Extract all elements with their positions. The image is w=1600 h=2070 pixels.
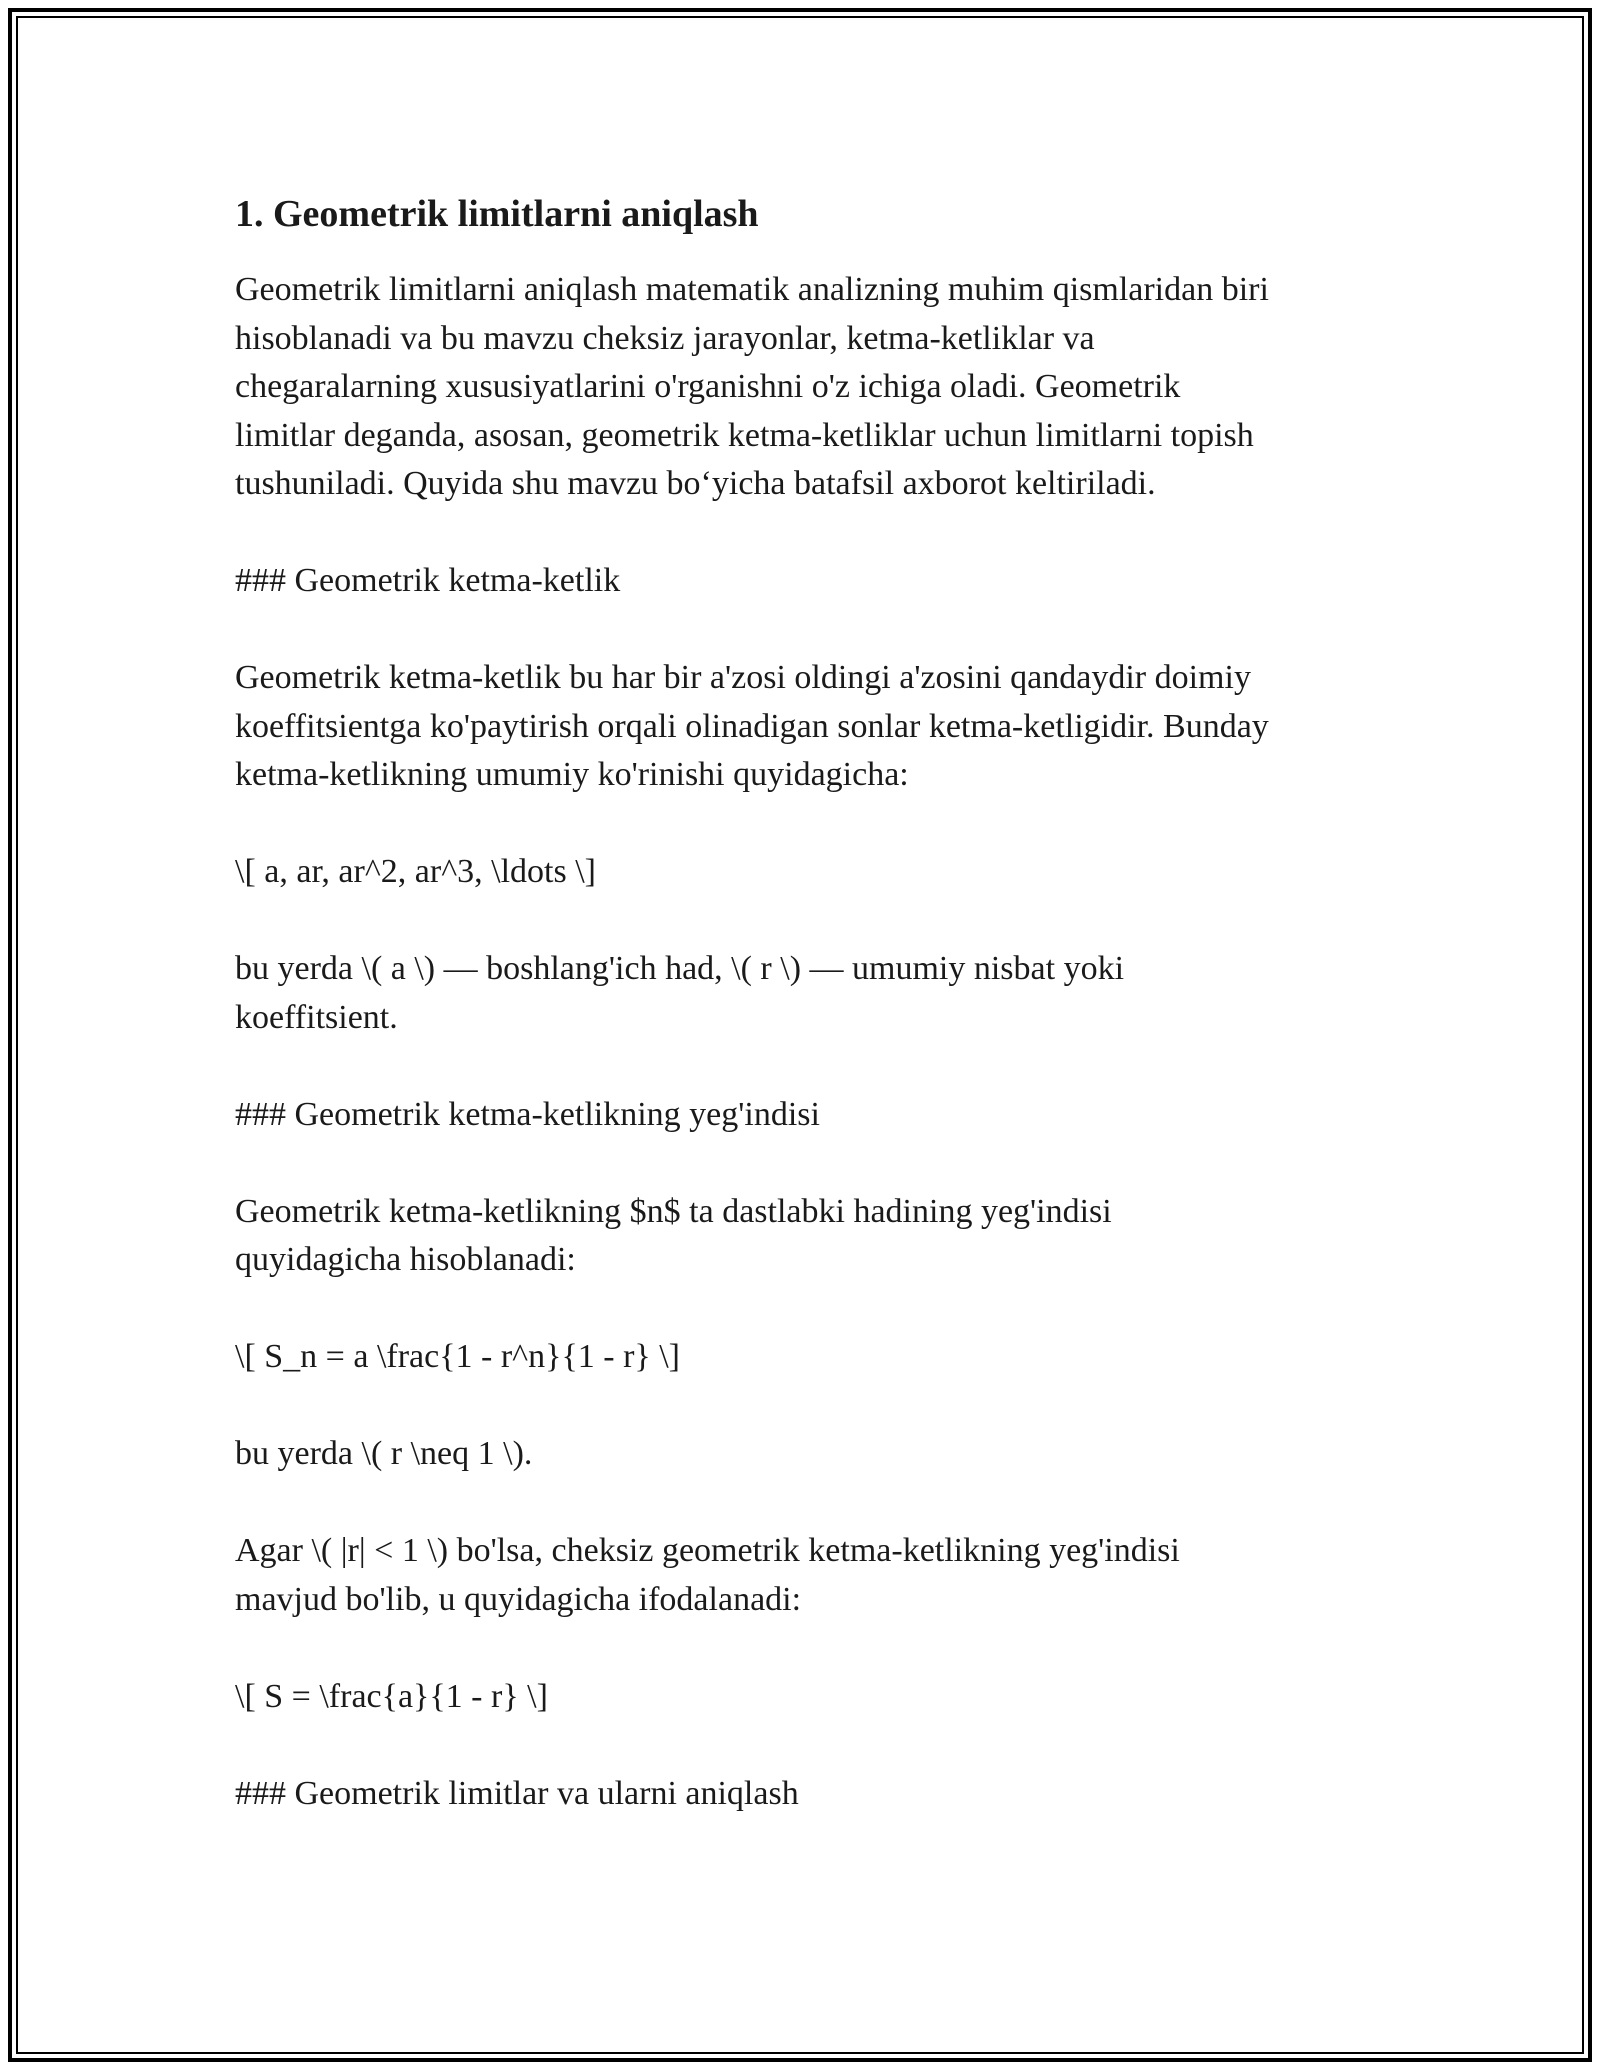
sum-intro-paragraph: Geometrik ketma-ketlikning $n$ ta dastlabki hadining yeg'indisi quyidagicha hisoblanadi: [235,1192,1112,1278]
formula-explanation: bu yerda \( a \) — boshlang'ich had, \( r \) — umumiy nisbat yoki koeffitsient. [235,950,1125,1036]
infinite-sum-paragraph: Agar \( |r| < 1 \) bo'lsa, cheksiz geometrik ketma-ketlikning yeg'indisi mavjud bo'lib, u quyidagicha ifodalanadi: [235,1532,1180,1618]
sequence-formula: \[ a, ar, ar^2, ar^3, \ldots \] [235,853,596,890]
document-body [235,186,1365,1867]
section-heading-geometric-sequence: ### Geometrik ketma-ketlik [235,562,621,599]
section-heading-limits: ### Geometrik limitlar va ularni aniqlash [235,1774,799,1812]
sum-condition: bu yerda \( r \neq 1 \). [235,1435,533,1472]
section-heading-sum: ### Geometrik ketma-ketlikning yeg'indisi [235,1095,820,1133]
infinite-sum-formula: \[ S = \frac{a}{1 - r} \] [235,1677,548,1715]
sum-formula: \[ S_n = a \frac{1 - r^n}{1 - r} \] [235,1338,681,1375]
definition-paragraph: Geometrik ketma-ketlik bu har bir a'zosi oldingi a'zosini qandaydir doimiy koeffitsientga ko'paytirish orqali olinadigan sonlar ketma-ketligidir. Bunday ketma-ketlikning umumiy ko'rinishi quyidagicha: [235,659,1269,793]
intro-paragraph: Geometrik limitlarni aniqlash matematik analizning muhim qismlaridan biri hisoblanadi va bu mavzu cheksiz jarayonlar, ketma-ketliklar va chegaralarning xususiyatlarini o'rganishni o'z ichiga oladi. Geometrik limitlar deganda, asosan, geometrik ketma-ketliklar uchun limitlarni topish tushuniladi. Quyida shu mavzu bo‘yicha batafsil axborot keltiriladi. [235,271,1269,502]
document-title: 1. Geometrik limitlarni aniqlash [235,193,759,235]
